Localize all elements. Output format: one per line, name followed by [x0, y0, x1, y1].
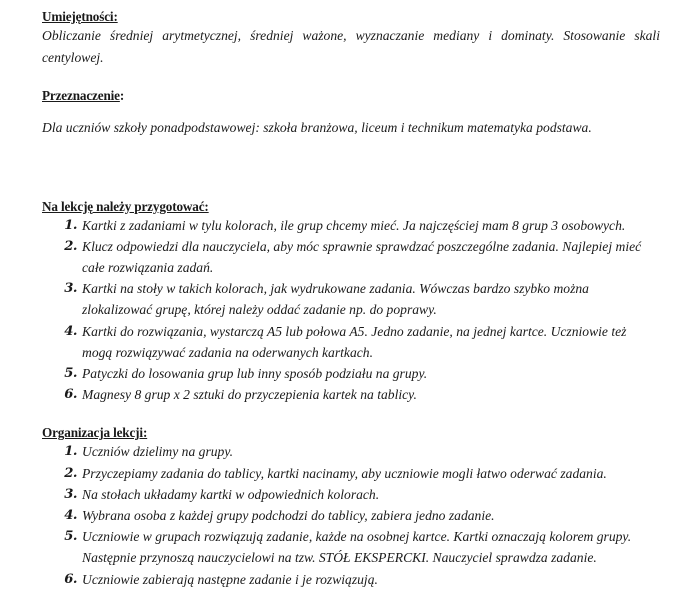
section-heading-umiejetnosci: [42, 8, 660, 25]
list-item-number: 6.: [64, 387, 77, 403]
list-item: [42, 384, 660, 405]
heading-underlined-text: Organizacja lekcji:: [42, 425, 148, 441]
list-item: [42, 441, 660, 462]
list-item-number: 4.: [64, 323, 77, 339]
list-item-text: Magnesy 8 grup x 2 sztuki do przyczepienia kartek na tablicy.: [82, 387, 417, 403]
list-item-number: 2.: [64, 238, 77, 254]
list-item-text: Kartki do rozwiązania, wystarczą A5 lub połowa A5. Jedno zadanie, na jednej kartce. Uczniowie też mogą rozwiązywać zadania na oderwanych kartkach.: [82, 323, 627, 360]
list-item-number: 5.: [64, 529, 77, 545]
list-item-text: Przyczepiamy zadania do tablicy, kartki nacinamy, aby uczniowie mogli łatwo oderwać zadania.: [82, 465, 607, 481]
list-item-number: 6.: [64, 571, 77, 587]
list-item-number: 4.: [64, 507, 77, 523]
list-item-text: Klucz odpowiedzi dla nauczyciela, aby móc sprawnie sprawdzać poszczególne zadania. Najlepiej mieć całe rozwiązania zadań.: [82, 238, 642, 275]
list-item-number: 1.: [64, 444, 77, 460]
list-item: [42, 278, 660, 320]
list-item: [42, 236, 660, 278]
spacer: [42, 68, 660, 87]
section-heading-organizacja: [42, 424, 660, 441]
spacer: [42, 179, 660, 198]
list-item-text: Kartki na stoły w takich kolorach, jak wydrukowane zadania. Wówczas bardzo szybko można zlokalizować grupę, której należy oddać zadanie np. do poprawy.: [82, 281, 589, 318]
list-item-text: Uczniów dzielimy na grupy.: [82, 444, 234, 460]
list-przygotowanie: [42, 215, 660, 406]
list-item-text: Uczniowie zabierają następne zadanie i je rozwiązują.: [82, 571, 378, 587]
list-item: [42, 484, 660, 505]
list-item-number: 5.: [64, 365, 77, 381]
heading-underlined-text: Umiejętności:: [42, 9, 118, 24]
paragraph-umiejetnosci: Obliczanie średniej arytmetycznej, średniej ważone, wyznaczanie mediany i dominaty. Stosowanie skali centylowej.: [42, 28, 660, 65]
list-organizacja: [42, 441, 660, 589]
list-item: [42, 215, 660, 236]
list-item-number: 1.: [64, 217, 77, 233]
list-item-text: Na stołach układamy kartki w odpowiednich kolorach.: [82, 486, 380, 502]
list-item-text: Kartki z zadaniami w tylu kolorach, ile grup chcemy mieć. Ja najczęściej mam 8 grup 3 osobowych.: [82, 217, 626, 233]
list-item: [42, 363, 660, 384]
list-item: [42, 321, 660, 363]
heading-underlined-text: Na lekcję należy przygotować:: [42, 198, 209, 214]
list-item: [42, 526, 660, 568]
section-przeznaczenie: [42, 87, 660, 139]
list-item-number: 2.: [64, 465, 77, 481]
spacer: [42, 405, 660, 424]
list-item-number: 3.: [64, 281, 77, 297]
list-item: [42, 463, 660, 484]
list-item: [42, 569, 660, 590]
spacer: [42, 139, 660, 179]
section-heading-przygotowanie: [42, 198, 660, 215]
list-item-text: Wybrana osoba z każdej grupy podchodzi do tablicy, zabiera jedno zadanie.: [82, 507, 495, 523]
list-item-number: 3.: [64, 486, 77, 502]
section-przygotowanie: [42, 198, 660, 406]
list-item: [42, 505, 660, 526]
list-item-text: Patyczki do losowania grup lub inny sposób podziału na grupy.: [82, 365, 428, 381]
section-heading-przeznaczenie: [42, 87, 660, 104]
spacer: [42, 104, 660, 117]
section-umiejetnosci: [42, 8, 660, 68]
heading-trailing-text: :: [119, 88, 125, 103]
section-organizacja: [42, 424, 660, 589]
list-item-text: Uczniowie w grupach rozwiązują zadanie, każde na osobnej kartce. Kartki oznaczają kolorem grupy. Następnie przynoszą nauczycielowi na tzw. STÓŁ EKSPERCKI. Nauczyciel sprawdza zadanie.: [82, 529, 632, 566]
paragraph-przeznaczenie: Dla uczniów szkoły ponadpodstawowej: szkoła branżowa, liceum i technikum matematyka podstawa.: [42, 120, 592, 135]
heading-underlined-text: Przeznaczenie: [42, 88, 120, 103]
